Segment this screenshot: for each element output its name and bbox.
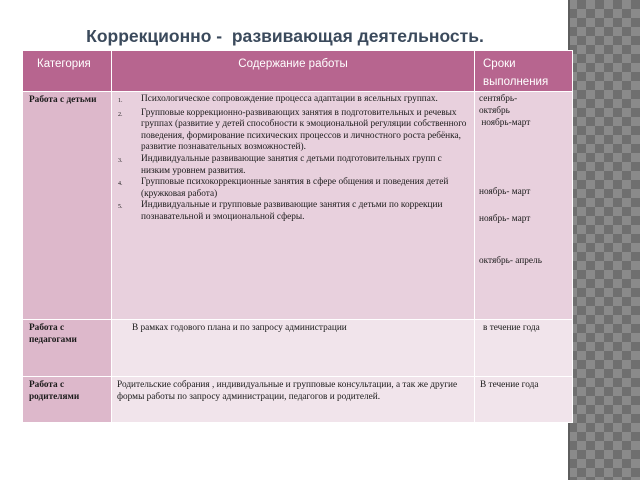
list-item <box>116 94 470 108</box>
row-content-parents <box>112 377 475 423</box>
table-header-row <box>23 51 573 92</box>
task-list <box>112 92 474 224</box>
term-text: ноябрь- март <box>479 214 531 224</box>
row-terms-teachers <box>475 320 573 377</box>
term-text: в течение года <box>483 323 540 333</box>
slide-title: Коррекционно - развивающая деятельность. <box>86 26 484 46</box>
row-terms-parents <box>475 377 573 423</box>
list-item <box>116 177 470 200</box>
row-content-teachers <box>112 320 475 377</box>
table-row-children <box>23 92 573 320</box>
list-item-number: 5. <box>118 204 123 211</box>
row-content-text: В рамках годового плана и по запросу администрации <box>132 323 347 333</box>
list-item <box>116 154 470 177</box>
row-category-teachers: Работа с педагогами <box>23 320 112 377</box>
list-item <box>116 200 470 223</box>
correction-work-table <box>22 50 573 423</box>
header-terms <box>475 51 573 92</box>
list-item-text: Индивидуальные и групповые развивающие занятия с детьми по коррекции познавательной и эмоциональной сферы. <box>141 200 443 222</box>
list-item-number: 2. <box>118 111 123 118</box>
list-item-text: Групповые психокоррекционные занятия в сфере общения и поведения детей (кружковая работа) <box>141 177 449 199</box>
list-item-text: Психологическое сопровождение процесса адаптации в ясельных группах. <box>141 94 438 104</box>
term-text: ноябрь-март <box>479 118 531 128</box>
row-category-parents: Работа с родителями <box>23 377 112 423</box>
header-terms-line1: Сроки <box>483 58 516 70</box>
list-item-text: Групповые коррекционно-развивающих занятия в подготовительных и речевых группах (развитие у детей способности к эмоциональной регуляции собственного поведения, формирование психических процессов и личностного роста ребёнка, развитие познавательных возможностей). <box>141 107 467 153</box>
list-item <box>116 108 470 154</box>
list-item-number: 4. <box>118 181 123 188</box>
row-terms-children <box>475 92 573 320</box>
row-content-text: Родительские собрания , индивидуальные и групповые консультации, а так же другие формы работы по запросу администрации, педагогов и родителей. <box>117 380 458 402</box>
list-item-text: Индивидуальные развивающие занятия с детьми подготовительных групп с низким уровнем развития. <box>141 153 442 176</box>
decorative-pattern-strip <box>568 0 640 480</box>
term-text: ноябрь- март <box>479 187 531 197</box>
table-row-parents <box>23 377 573 423</box>
term-text: В течение года <box>480 380 539 390</box>
row-category-children: Работа с детьми <box>23 92 112 320</box>
list-item-number: 3. <box>118 157 123 164</box>
table-row-teachers <box>23 320 573 377</box>
header-category: Категория <box>23 51 112 92</box>
terms-list <box>475 92 572 319</box>
term-text: октябрь <box>479 106 510 116</box>
term-text: октябрь- апрель <box>479 256 542 266</box>
header-content: Содержание работы <box>112 51 475 92</box>
header-terms-line2: выполнения <box>483 76 549 88</box>
list-item-number: 1. <box>118 98 123 104</box>
row-content-children <box>112 92 475 320</box>
term-text: сентябрь- <box>479 94 518 104</box>
